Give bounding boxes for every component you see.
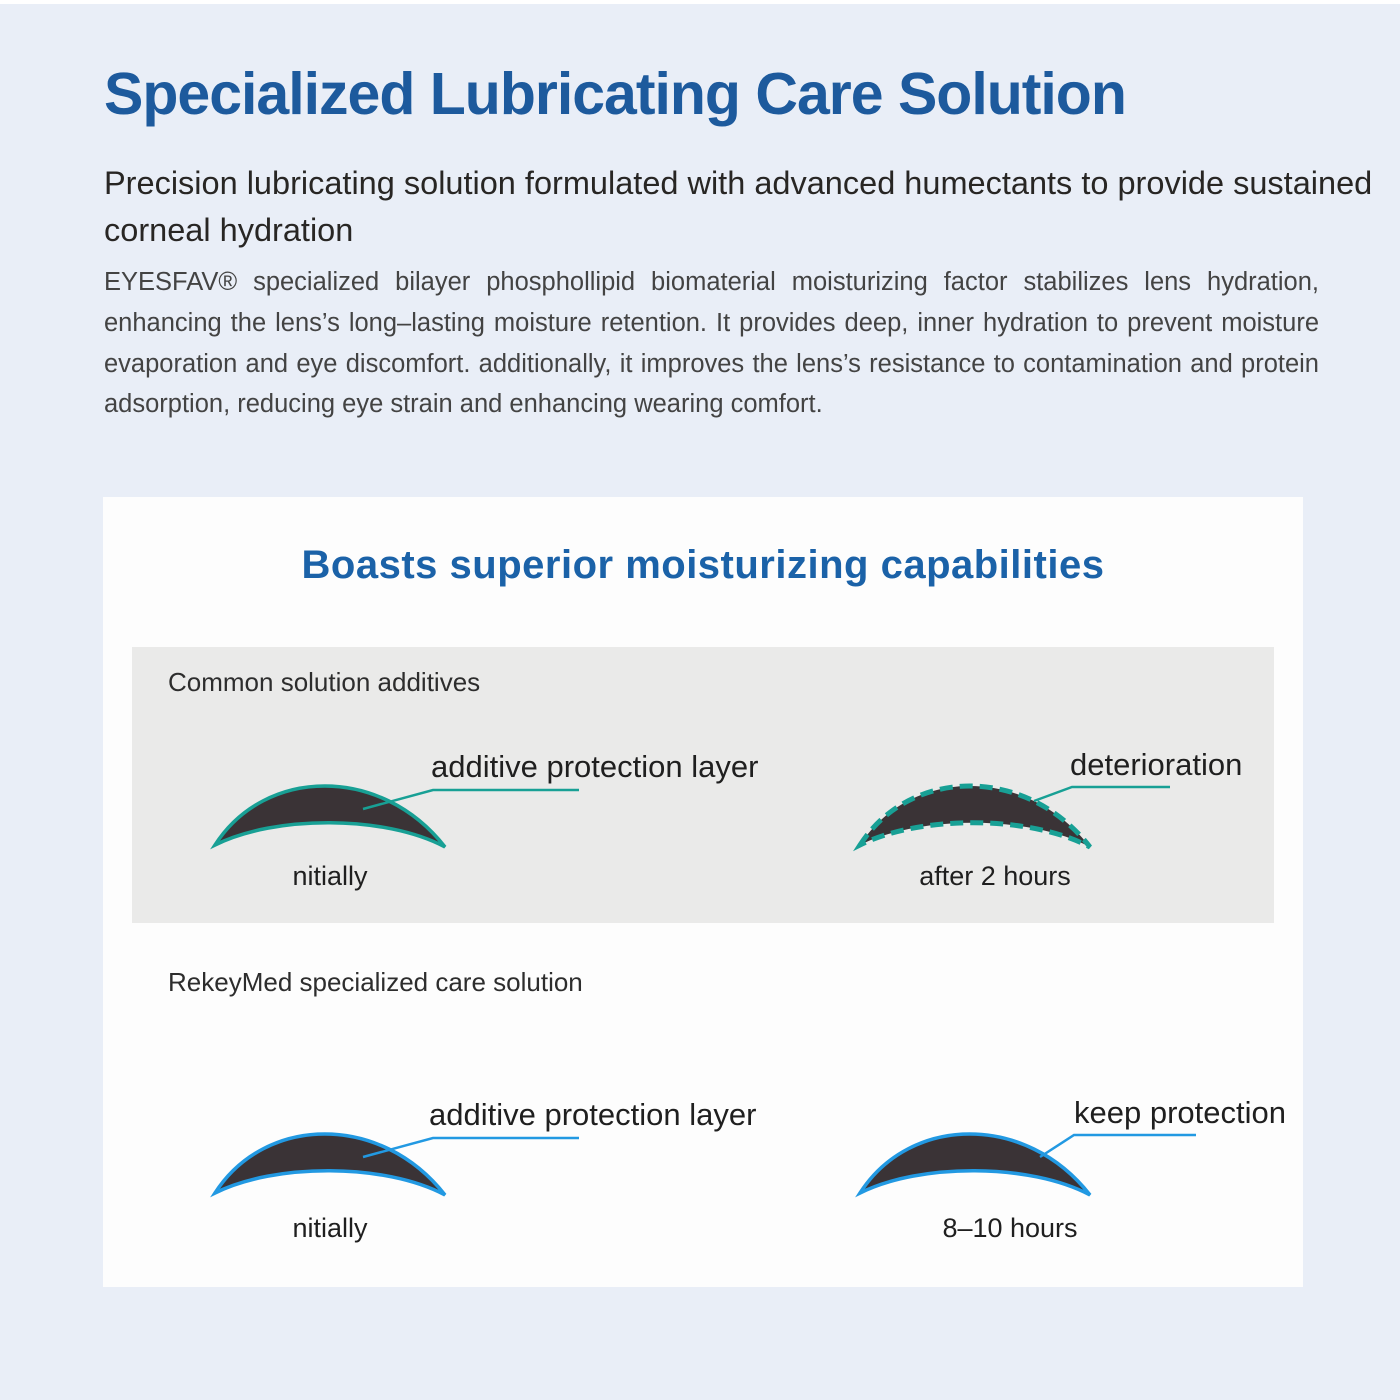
caption-label: 8–10 hours bbox=[942, 1213, 1078, 1243]
callout-label: deterioration bbox=[1070, 747, 1243, 782]
card-title: Boasts superior moisturizing capabilities bbox=[301, 543, 1105, 587]
leader-line bbox=[1040, 1135, 1196, 1157]
page-title: Specialized Lubricating Care Solution bbox=[104, 61, 1126, 127]
lens-shape-deteriorated-icon bbox=[860, 786, 1090, 847]
section-label-rekeymed: RekeyMed specialized care solution bbox=[168, 967, 583, 997]
diagram-common-after-2-hours bbox=[848, 737, 1400, 937]
top-edge-strip bbox=[0, 0, 1400, 4]
caption-label: nitially bbox=[292, 1213, 368, 1243]
moisturizing-card bbox=[103, 497, 1303, 1287]
lens-shape-icon bbox=[860, 1134, 1090, 1195]
callout-label: keep protection bbox=[1074, 1095, 1286, 1130]
section-label-common-additives: Common solution additives bbox=[168, 667, 481, 697]
diagram-rekeymed-8-10-hours bbox=[848, 1085, 1400, 1285]
callout-label: additive protection layer bbox=[429, 1097, 757, 1132]
intro-paragraph: EYESFAV® specialized bilayer phosphollipid biomaterial moisturizing factor stabilizes lens hydration, enhancing the lens’s long–lasting moisture retention. It provides deep, inner hydration to prevent moisture evaporation and eye discomfort. additionally, it improves the lens’s resistance to contamination and protein adsorption, reducing eye strain and enhancing wearing comfort. bbox=[104, 268, 1319, 419]
page-subtitle: Precision lubricating solution formulated with advanced humectants to provide sustained corneal hydration bbox=[104, 165, 1373, 249]
caption-label: nitially bbox=[292, 861, 368, 891]
diagram-rekeymed-initial bbox=[203, 1085, 763, 1285]
leader-line bbox=[1034, 787, 1170, 801]
caption-label: after 2 hours bbox=[919, 861, 1071, 891]
callout-label: additive protection layer bbox=[431, 749, 759, 784]
diagram-common-initial bbox=[203, 737, 763, 937]
